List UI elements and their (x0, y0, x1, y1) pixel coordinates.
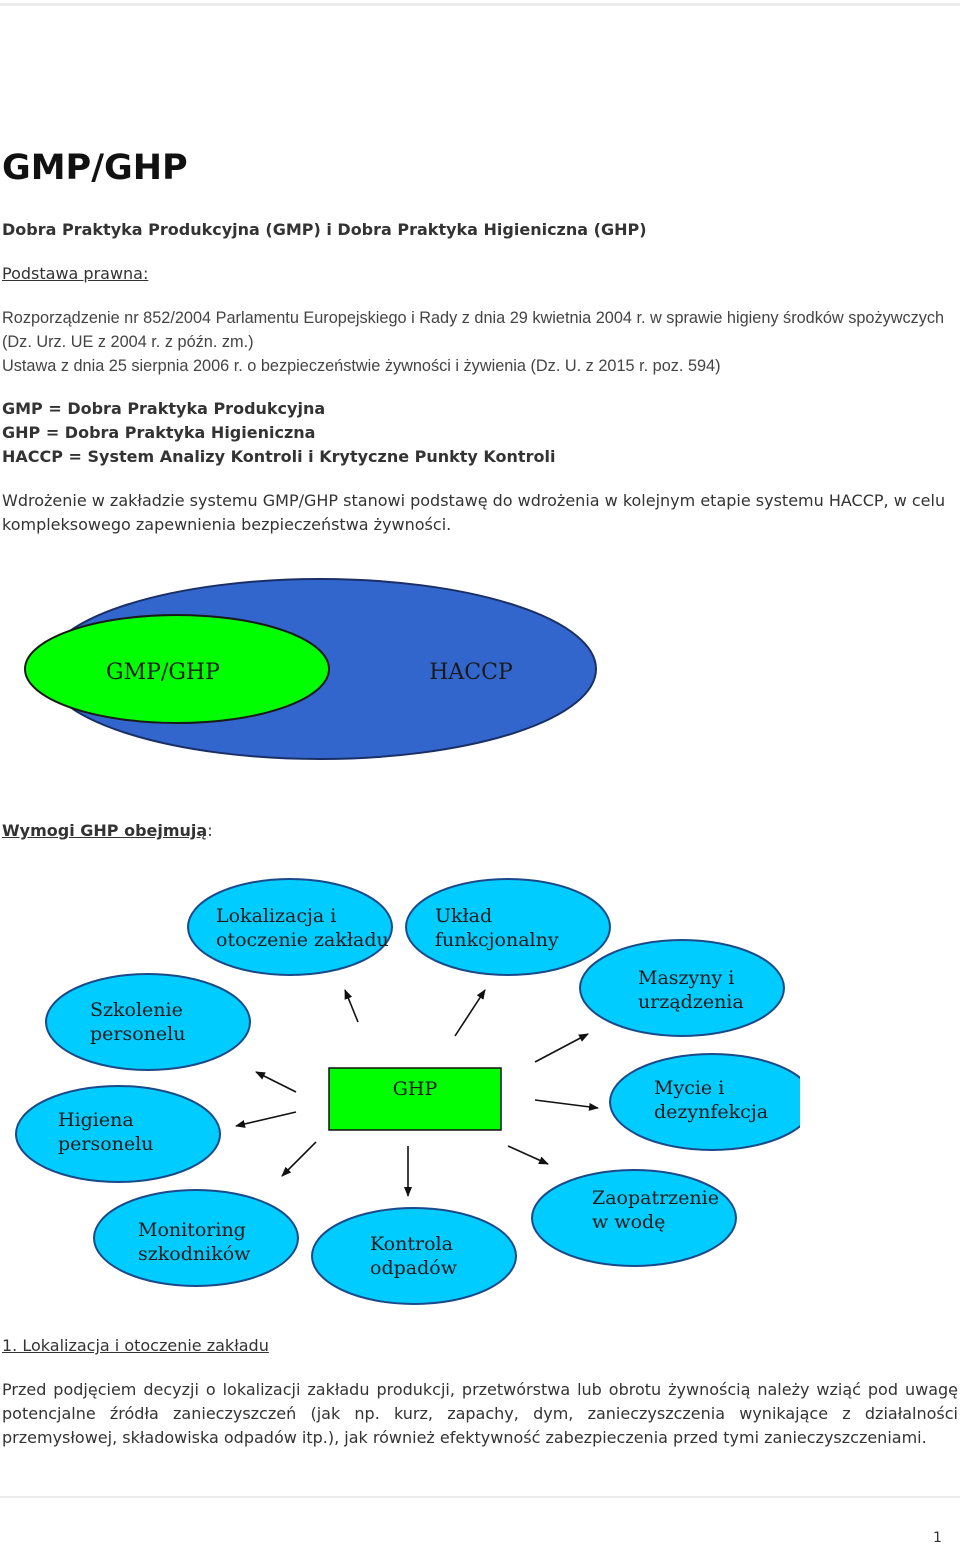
ghp-center-label: GHP (392, 1078, 438, 1100)
node-monitoring-line2: szkodników (138, 1243, 251, 1265)
node-mycie-line1: Mycie i (654, 1077, 725, 1099)
node-kontrola-line1: Kontrola (370, 1233, 453, 1255)
arrow-to-higiena (236, 1112, 296, 1126)
top-rule (0, 3, 960, 6)
arrow-to-mycie (535, 1100, 598, 1108)
node-lokalizacja-line2: otoczenie zakładu (216, 929, 389, 951)
node-lokalizacja (188, 879, 392, 975)
page-subtitle: Dobra Praktyka Produkcyjna (GMP) i Dobra Praktyka Higieniczna (GHP) (2, 220, 647, 239)
arrow-to-zaopatrzenie (508, 1146, 548, 1164)
definition-haccp: HACCP = System Analizy Kontroli i Krytyczne Punkty Kontroli (2, 447, 556, 466)
node-maszyny-line2: urządzenia (638, 991, 744, 1013)
arrow-to-szkolenie (256, 1072, 296, 1092)
node-uklad-line2: funkcjonalny (435, 929, 559, 951)
definition-gmp: GMP = Dobra Praktyka Produkcyjna (2, 399, 326, 418)
node-maszyny-line1: Maszyny i (638, 967, 735, 989)
node-uklad (406, 879, 610, 975)
node-monitoring-line1: Monitoring (138, 1219, 246, 1241)
page-title: GMP/GHP (2, 148, 188, 188)
legal-act-text: Ustawa z dnia 25 sierpnia 2006 r. o bezpieczeństwie żywności i żywienia (Dz. U. z 2015 r. poz. 594) (2, 357, 721, 375)
intro-paragraph: Wdrożenie w zakładzie systemu GMP/GHP stanowi podstawę do wdrożenia w kolejnym etapie systemu HACCP, w celu kompleksowego zapewnienia bezpieczeństwa żywności. (2, 491, 946, 534)
arrow-to-uklad (455, 990, 485, 1036)
requirements-heading-text: Wymogi GHP obejmują (2, 821, 208, 840)
arrow-to-monitoring (282, 1142, 316, 1176)
node-szkolenie-bubble (46, 974, 250, 1070)
arrow-to-maszyny (535, 1034, 588, 1062)
node-mycie (610, 1054, 800, 1150)
node-zaopatrzenie-line2: w wodę (592, 1211, 666, 1233)
node-szkolenie-line1: Szkolenie (90, 999, 183, 1021)
node-szkolenie-line2: personelu (90, 1023, 186, 1045)
section-1-heading: 1. Lokalizacja i otoczenie zakładu (2, 1336, 269, 1355)
gmp-ghp-label: GMP/GHP (106, 660, 220, 685)
haccp-label: HACCP (429, 660, 513, 685)
page-number: 1 (933, 1530, 942, 1546)
node-uklad-line1: Układ (435, 905, 493, 927)
legal-regulation-text: Rozporządzenie nr 852/2004 Parlamentu Europejskiego i Rady z dnia 29 kwietnia 2004 r. w sprawie higieny środków spożywczych (Dz. Urz. UE z 2004 r. z późn. zm.) (2, 309, 945, 351)
node-monitoring (94, 1190, 298, 1286)
node-kontrola-line2: odpadów (370, 1257, 457, 1279)
gmp-haccp-diagram (20, 575, 605, 765)
arrow-to-lokalizacja (345, 990, 358, 1022)
node-zaopatrzenie (532, 1170, 736, 1266)
legal-basis-label: Podstawa prawna: (2, 264, 149, 283)
node-maszyny (580, 940, 784, 1036)
bottom-rule (0, 1496, 960, 1498)
requirements-heading (2, 821, 213, 840)
definition-ghp: GHP = Dobra Praktyka Higieniczna (2, 423, 316, 442)
node-zaopatrzenie-line1: Zaopatrzenie (592, 1187, 719, 1209)
definitions-block (2, 397, 555, 469)
node-higiena-line2: personelu (58, 1133, 154, 1155)
node-kontrola-bubble (312, 1208, 516, 1304)
node-kontrola (312, 1208, 516, 1304)
section-1-paragraph: Przed podjęciem decyzji o lokalizacji zakładu produkcji, przetwórstwa lub obrotu żywnością należy wziąć pod uwagę potencjalne źródła zanieczyszczeń (jak np. kurz, zapachy, dym, zanieczyszczenia wynikające z działalności przemysłowej, składowiska odpadów itp.), jak również efektywność zabezpieczenia przed tymi zanieczyszczeniami. (2, 1380, 958, 1447)
ghp-requirements-diagram (0, 860, 800, 1320)
node-mycie-line2: dezynfekcja (654, 1101, 769, 1123)
node-lokalizacja-line1: Lokalizacja i (216, 905, 337, 927)
node-higiena (16, 1086, 220, 1182)
node-szkolenie (46, 974, 250, 1070)
node-uklad-bubble (406, 879, 610, 975)
requirements-colon: : (207, 821, 213, 840)
node-lokalizacja-bubble (188, 879, 392, 975)
node-higiena-line1: Higiena (58, 1109, 134, 1131)
